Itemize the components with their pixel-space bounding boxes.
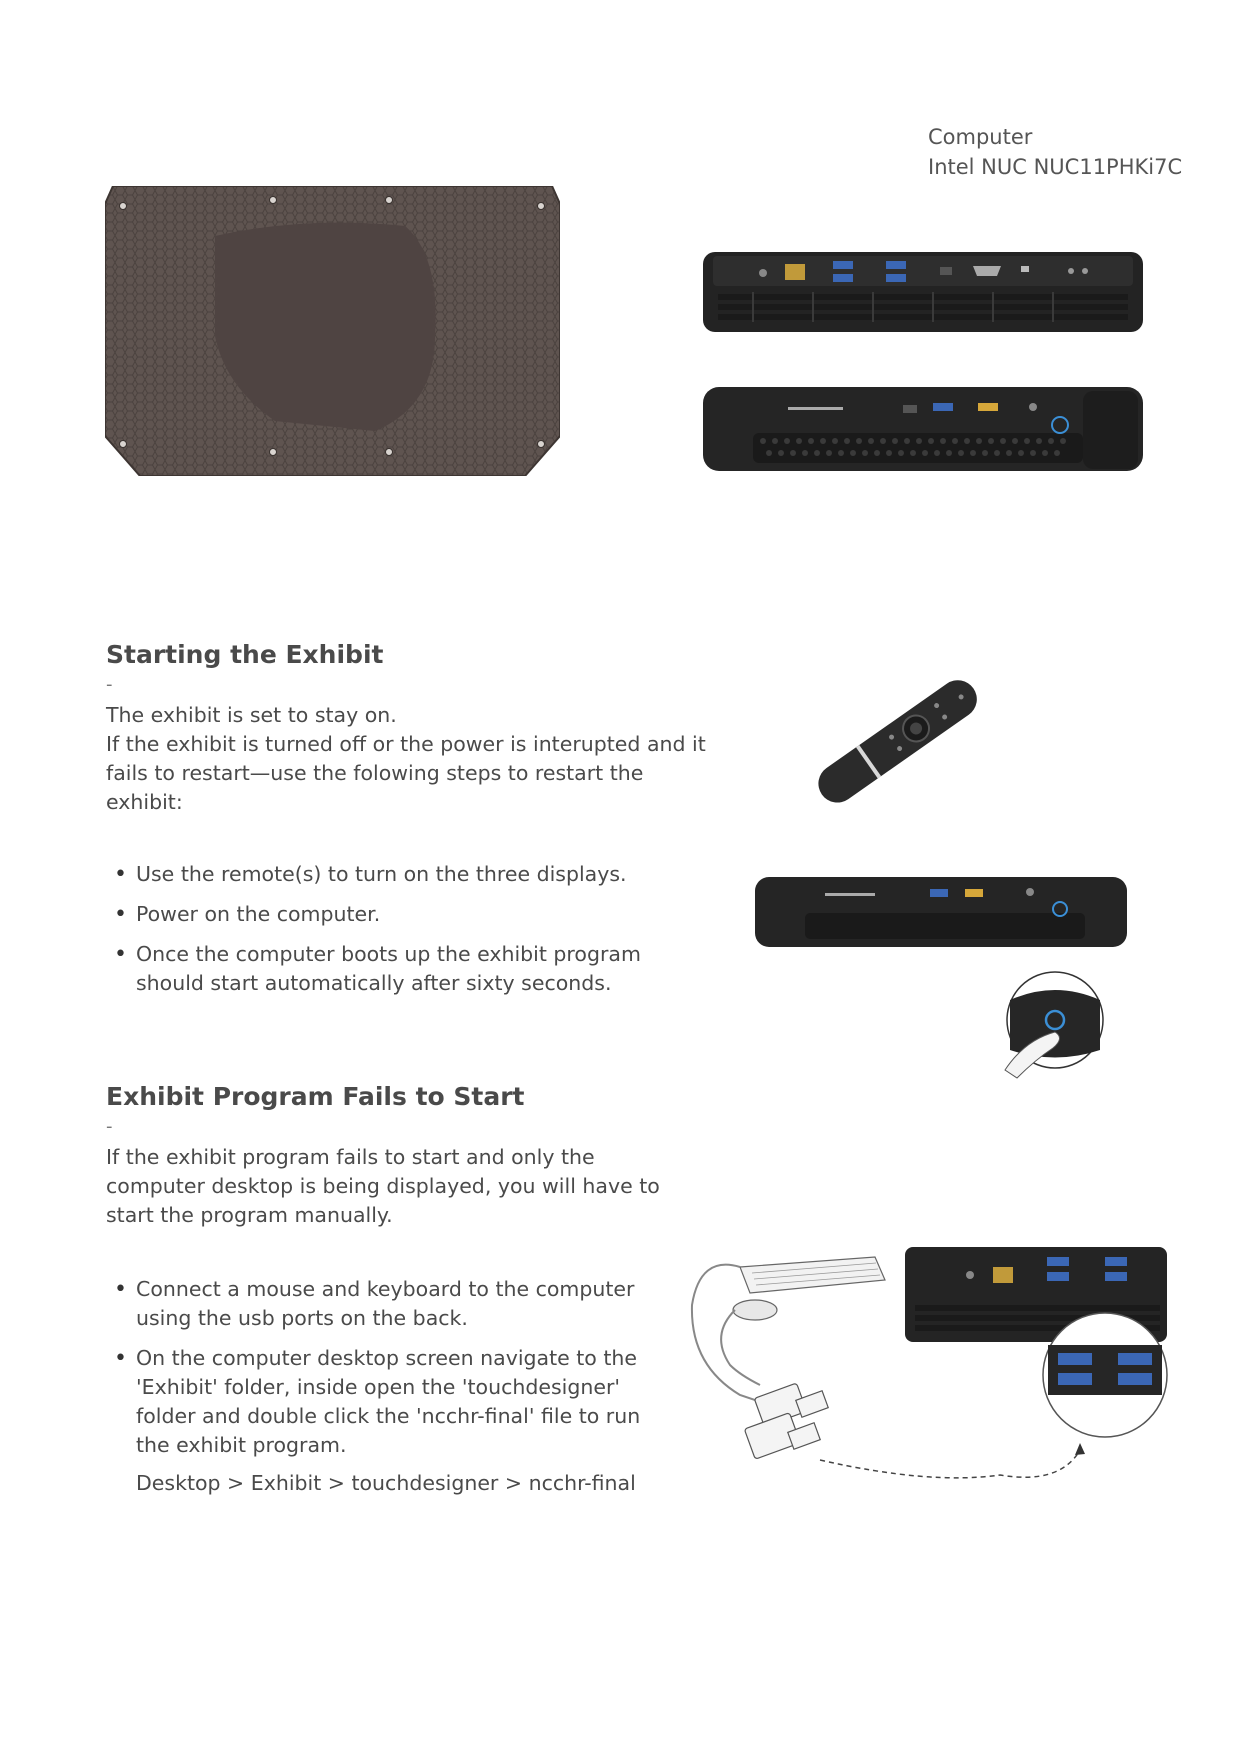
list-item: • Once the computer boots up the exhibit program should start automatically after sixty seconds. [106, 940, 666, 998]
nuc-front-view-image [703, 385, 1143, 475]
nuc-back-view-image [703, 250, 1143, 335]
caption-model: Intel NUC NUC11PHKi7C [928, 155, 1183, 179]
intro-paragraph: The exhibit is set to stay on. [106, 703, 397, 727]
list-item: • Use the remote(s) to turn on the three displays. [106, 860, 666, 889]
list-item: • Connect a mouse and keyboard to the computer using the usb ports on the back. [106, 1275, 666, 1333]
section-title: Starting the Exhibit [106, 640, 384, 669]
section-dash: - [106, 1116, 113, 1137]
steps-list [106, 860, 666, 1009]
list-item: • Power on the computer. [106, 900, 666, 929]
computer-caption [928, 122, 1182, 182]
section-program-fails [106, 1082, 706, 1230]
remote-control-image [800, 672, 990, 812]
section-starting-exhibit [106, 640, 706, 817]
section-title: Exhibit Program Fails to Start [106, 1082, 525, 1111]
caption-label: Computer [928, 125, 1033, 149]
nuc-top-view-image [105, 186, 560, 476]
intro-paragraph-2: If the exhibit is turned off or the power is interupted and it fails to restart—use the folowing steps to restart the exhibit: [106, 732, 706, 814]
section-dash: - [106, 674, 113, 695]
intro-paragraph: If the exhibit program fails to start and only the computer desktop is being displayed, you will have to start the program manually. [106, 1145, 660, 1227]
folder-path: Desktop > Exhibit > touchdesigner > ncchr-final [136, 1471, 636, 1495]
manual-steps-list [106, 1275, 666, 1471]
nuc-front-small-image [755, 875, 1127, 950]
power-button-closeup-image [995, 970, 1115, 1080]
usb-connection-image [680, 1245, 1170, 1495]
list-item: • On the computer desktop screen navigate to the 'Exhibit' folder, inside open the 'touchdesigner' folder and double click the 'ncchr-final' file to run the exhibit program. [106, 1344, 666, 1460]
